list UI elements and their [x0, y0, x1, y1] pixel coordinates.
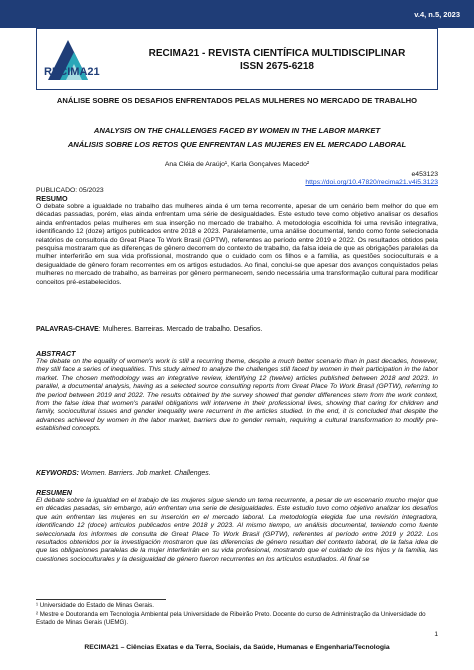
resumen-heading: RESUMEN — [36, 488, 72, 497]
resumo-text: O debate sobre a igualdade no trabalho das mulheres ainda é um tema recorrente, apesar de um cenário bem melhor do que em décadas passadas, porém, elas ainda enfrentam uma série de desigualdades. Este estudo teve como objetivo analisar os desafios ainda enfrentados pelas mulheres em sua inserção no mercado de trabalho. A metodologia escolhida foi uma revisão integrativa, identificando 12 (doze) artigos publicados entre 2018 e 2023. Paralelamente, uma análise documental, tendo como fonte selecionada relatórios de consultoria do Great Place To Work Brasil (GPTW), referentes ao período entre 2019 e 2022. Os resultados obtidos pela pesquisa mostraram que as diferenças de gênero decorrem do contexto de trabalho, da falsa ideia de que as obrigações paralelas da mulher interferirão em sua vida profissional, mostrando que o cuidado com os filhos e a família, as questões socioculturais e a desigualdade de gênero foram recorrentes em os artigos estudados. Ao final, conclui-se que apesar dos avanços conquistados pelas mulheres no mercado de trabalho, as barreiras por gênero permanecem, sendo necessária uma transformação cultural para modificar conceitos pré-estabelecidos. — [36, 203, 438, 286]
resumen-text: El debate sobre la igualdad en el trabajo de las mujeres sigue siendo un tema recurrente, a pesar de un escenario mucho mejor que en décadas pasadas, sin embargo, aún enfrentan una serie de desigualdades. Este estudio tuvo como objetivo analizar los desafíos que aún enfrentan las mujeres en su inserción en el mercado laboral. La metodología elegida fue una revisión integradora, identificando 12 (doce) artículos publicados entre 2018 y 2023. Al mismo tiempo, un análisis documental, teniendo como fuente seleccionada los informes de consulta de Great Place To Work Brasil (GPTW), referentes al período entre 2019 y 2022. Los resultados obtenidos por la investigación mostraron que las diferencias de género resultan del contexto laboral, de la falsa idea de que las obligaciones paralelas de la mujer interferirán en su vida profesional, mostrando que el cuidado de los hijos y la familia, las cuestiones socioculturales y la desigualdad de género fueron recurrentes en los artículos estudiados. Al final se — [36, 497, 438, 563]
journal-title-block — [132, 47, 422, 73]
keywords-label: KEYWORDS: — [36, 470, 79, 477]
palavras-chave-values: : Mulheres. Barreiras. Mercado de trabalho. Desafios. — [98, 326, 263, 333]
journal-name: RECIMA21 - REVISTA CIENTÍFICA MULTIDISCIPLINAR — [148, 48, 406, 59]
recima21-logo — [40, 30, 130, 88]
logo-text: RECIMA21 — [44, 66, 100, 78]
volume-label: v.4, n.5, 2023 — [414, 10, 460, 19]
top-banner — [0, 0, 474, 28]
published-date: PUBLICADO: 05/2023 — [36, 187, 104, 194]
authors: Ana Cléia de Araújo¹, Karla Gonçalves Macedo² — [164, 161, 310, 168]
doi-link[interactable]: https://doi.org/10.47820/recima21.v4i5.3123 — [305, 179, 438, 186]
journal-issn: ISSN 2675-6218 — [240, 61, 314, 72]
abstract-heading: ABSTRACT — [36, 349, 76, 358]
footer-line: RECIMA21 – Ciências Exatas e da Terra, Sociais, da Saúde, Humanas e Engenharia/Tecnologia — [84, 644, 390, 651]
article-title-pt: ANÁLISE SOBRE OS DESAFIOS ENFRENTADOS PELAS MULHERES NO MERCADO DE TRABALHO — [56, 96, 418, 105]
footnote-1: ¹ Universidade do Estado de Minas Gerais. — [36, 602, 154, 609]
keywords-values: Women. Barriers. Job market. Challenges. — [78, 470, 211, 477]
resumo-heading: RESUMO — [36, 194, 68, 203]
footnote-2: ² Mestre e Doutoranda em Tecnologia Ambiental pela Universidade de Ribeirão Preto. Docente do curso de Administração da Universidade do Estado de Minas Gerais (UEMG). — [36, 611, 426, 626]
article-title-en: ANALYSIS ON THE CHALLENGES FACED BY WOMEN IN THE LABOR MARKET — [93, 126, 381, 135]
article-title-es: ANÁLISIS SOBRE LOS RETOS QUE ENFRENTAN LAS MUJERES EN EL MERCADO LABORAL — [67, 140, 407, 149]
palavras-chave-label: PALAVRAS-CHAVE — [36, 326, 99, 333]
footnote-divider — [36, 599, 166, 600]
palavras-chave — [36, 325, 438, 334]
keywords — [36, 469, 438, 478]
abstract-text: The debate on the equality of women's work is still a recurring theme, despite a much better scenario than in past decades, however, they still face a series of inequalities. This study aimed to analyze the challenges still faced by women in their participation in the labor market. The chosen methodology was an integrative review, identifying 12 (twelve) articles published between 2018 and 2023. In parallel, a documental analysis, having as a selected source consulting reports from Great Place To Work Brasil (GPTW), referring to the period between 2019 and 2022. The results obtained by the survey showed that gender differences stem from the work context, from the false idea that women's parallel obligations will intervene in their professional lives, showing that caring for children and family, sociocultural issues and gender inequality were recurrent in the articles studied. In the end, it is concluded that despite the advances achieved by women in the labor market, barriers due to gender remain, requiring a cultural transformation to modify pre-established concepts. — [36, 358, 438, 433]
page-number: 1 — [434, 631, 438, 638]
article-code: e453123 — [411, 171, 438, 178]
